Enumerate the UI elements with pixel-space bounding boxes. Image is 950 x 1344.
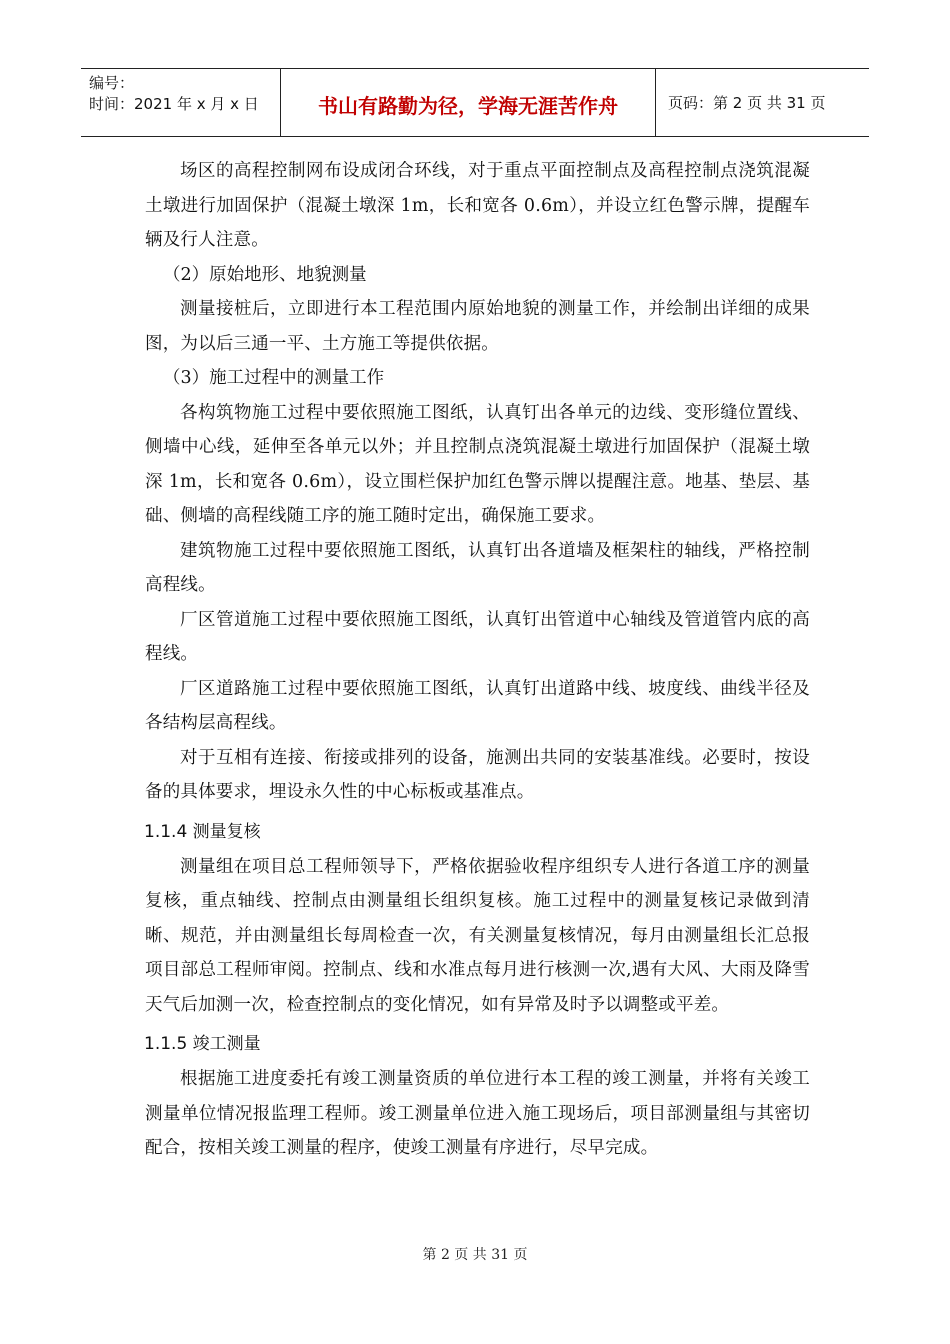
header-page-info: 页码：第 2 页 共 31 页 <box>668 94 826 112</box>
subsection-heading: （2）原始地形、地貌测量 <box>163 264 367 285</box>
header-motto: 书山有路勤为径，学海无涯苦作舟 <box>281 69 656 136</box>
header-meta <box>81 69 281 136</box>
paragraph: 厂区道路施工过程中要依照施工图纸，认真钉出道路中线、坡度线、曲线半径及各结构层高程线。 <box>145 678 810 733</box>
paragraph: 对于互相有连接、衔接或排列的设备，施测出共同的安装基准线。必要时，按设备的具体要求，埋设永久性的中心标板或基准点。 <box>145 747 810 802</box>
page-header <box>81 68 869 137</box>
section-heading: 1.1.4 测量复核 <box>144 821 261 842</box>
paragraph: 根据施工进度委托有竣工测量资质的单位进行本工程的竣工测量，并将有关竣工测量单位情况报监理工程师。竣工测量单位进入施工现场后，项目部测量组与其密切配合，按相关竣工测量的程序，使竣工测量有序进行，尽早完成。 <box>145 1069 810 1158</box>
subsection-heading: （3）施工过程中的测量工作 <box>163 368 385 388</box>
page-footer: 第 2 页 共 31 页 <box>422 1247 528 1263</box>
paragraph: 测量组在项目总工程师领导下，严格依据验收程序组织专人进行各道工序的测量复核，重点轴线、控制点由测量组长组织复核。施工过程中的测量复核记录做到清晰、规范，并由测量组长每周检查一次，有关测量复核情况，每月由测量组长汇总报项目部总工程师审阅。控制点、线和水准点每月进行核测一次,遇有大风、大雨及降雪天气后加测一次，检查控制点的变化情况，如有异常及时予以调整或平差。 <box>145 856 810 1015</box>
paragraph: 场区的高程控制网布设成闭合环线，对于重点平面控制点及高程控制点浇筑混凝土墩进行加固保护（混凝土墩深 1m，长和宽各 0.6m），并设立红色警示牌，提醒车辆及行人注意。 <box>145 161 810 250</box>
document-date: 时间：2021 年 x 月 x 日 <box>89 95 259 113</box>
section-heading: 1.1.5 竣工测量 <box>144 1034 261 1054</box>
paragraph: 建筑物施工过程中要依照施工图纸，认真钉出各道墙及框架柱的轴线，严格控制高程线。 <box>145 540 810 595</box>
paragraph: 厂区管道施工过程中要依照施工图纸，认真钉出管道中心轴线及管道管内底的高程线。 <box>145 609 810 664</box>
document-body <box>145 154 810 1166</box>
paragraph: 各构筑物施工过程中要依照施工图纸，认真钉出各单元的边线、变形缝位置线、侧墙中心线，延伸至各单元以外；并且控制点浇筑混凝土墩进行加固保护（混凝土墩深 1m，长和宽各 0.6m），设立围栏保护加红色警示牌以提醒注意。地基、垫层、基础、侧墙的高程线随工序的施工随时定出，确保施工要求。 <box>145 402 810 526</box>
document-number-label: 编号： <box>89 74 135 92</box>
paragraph: 测量接桩后，立即进行本工程范围内原始地貌的测量工作，并绘制出详细的成果图，为以后三通一平、土方施工等提供依据。 <box>145 299 810 354</box>
